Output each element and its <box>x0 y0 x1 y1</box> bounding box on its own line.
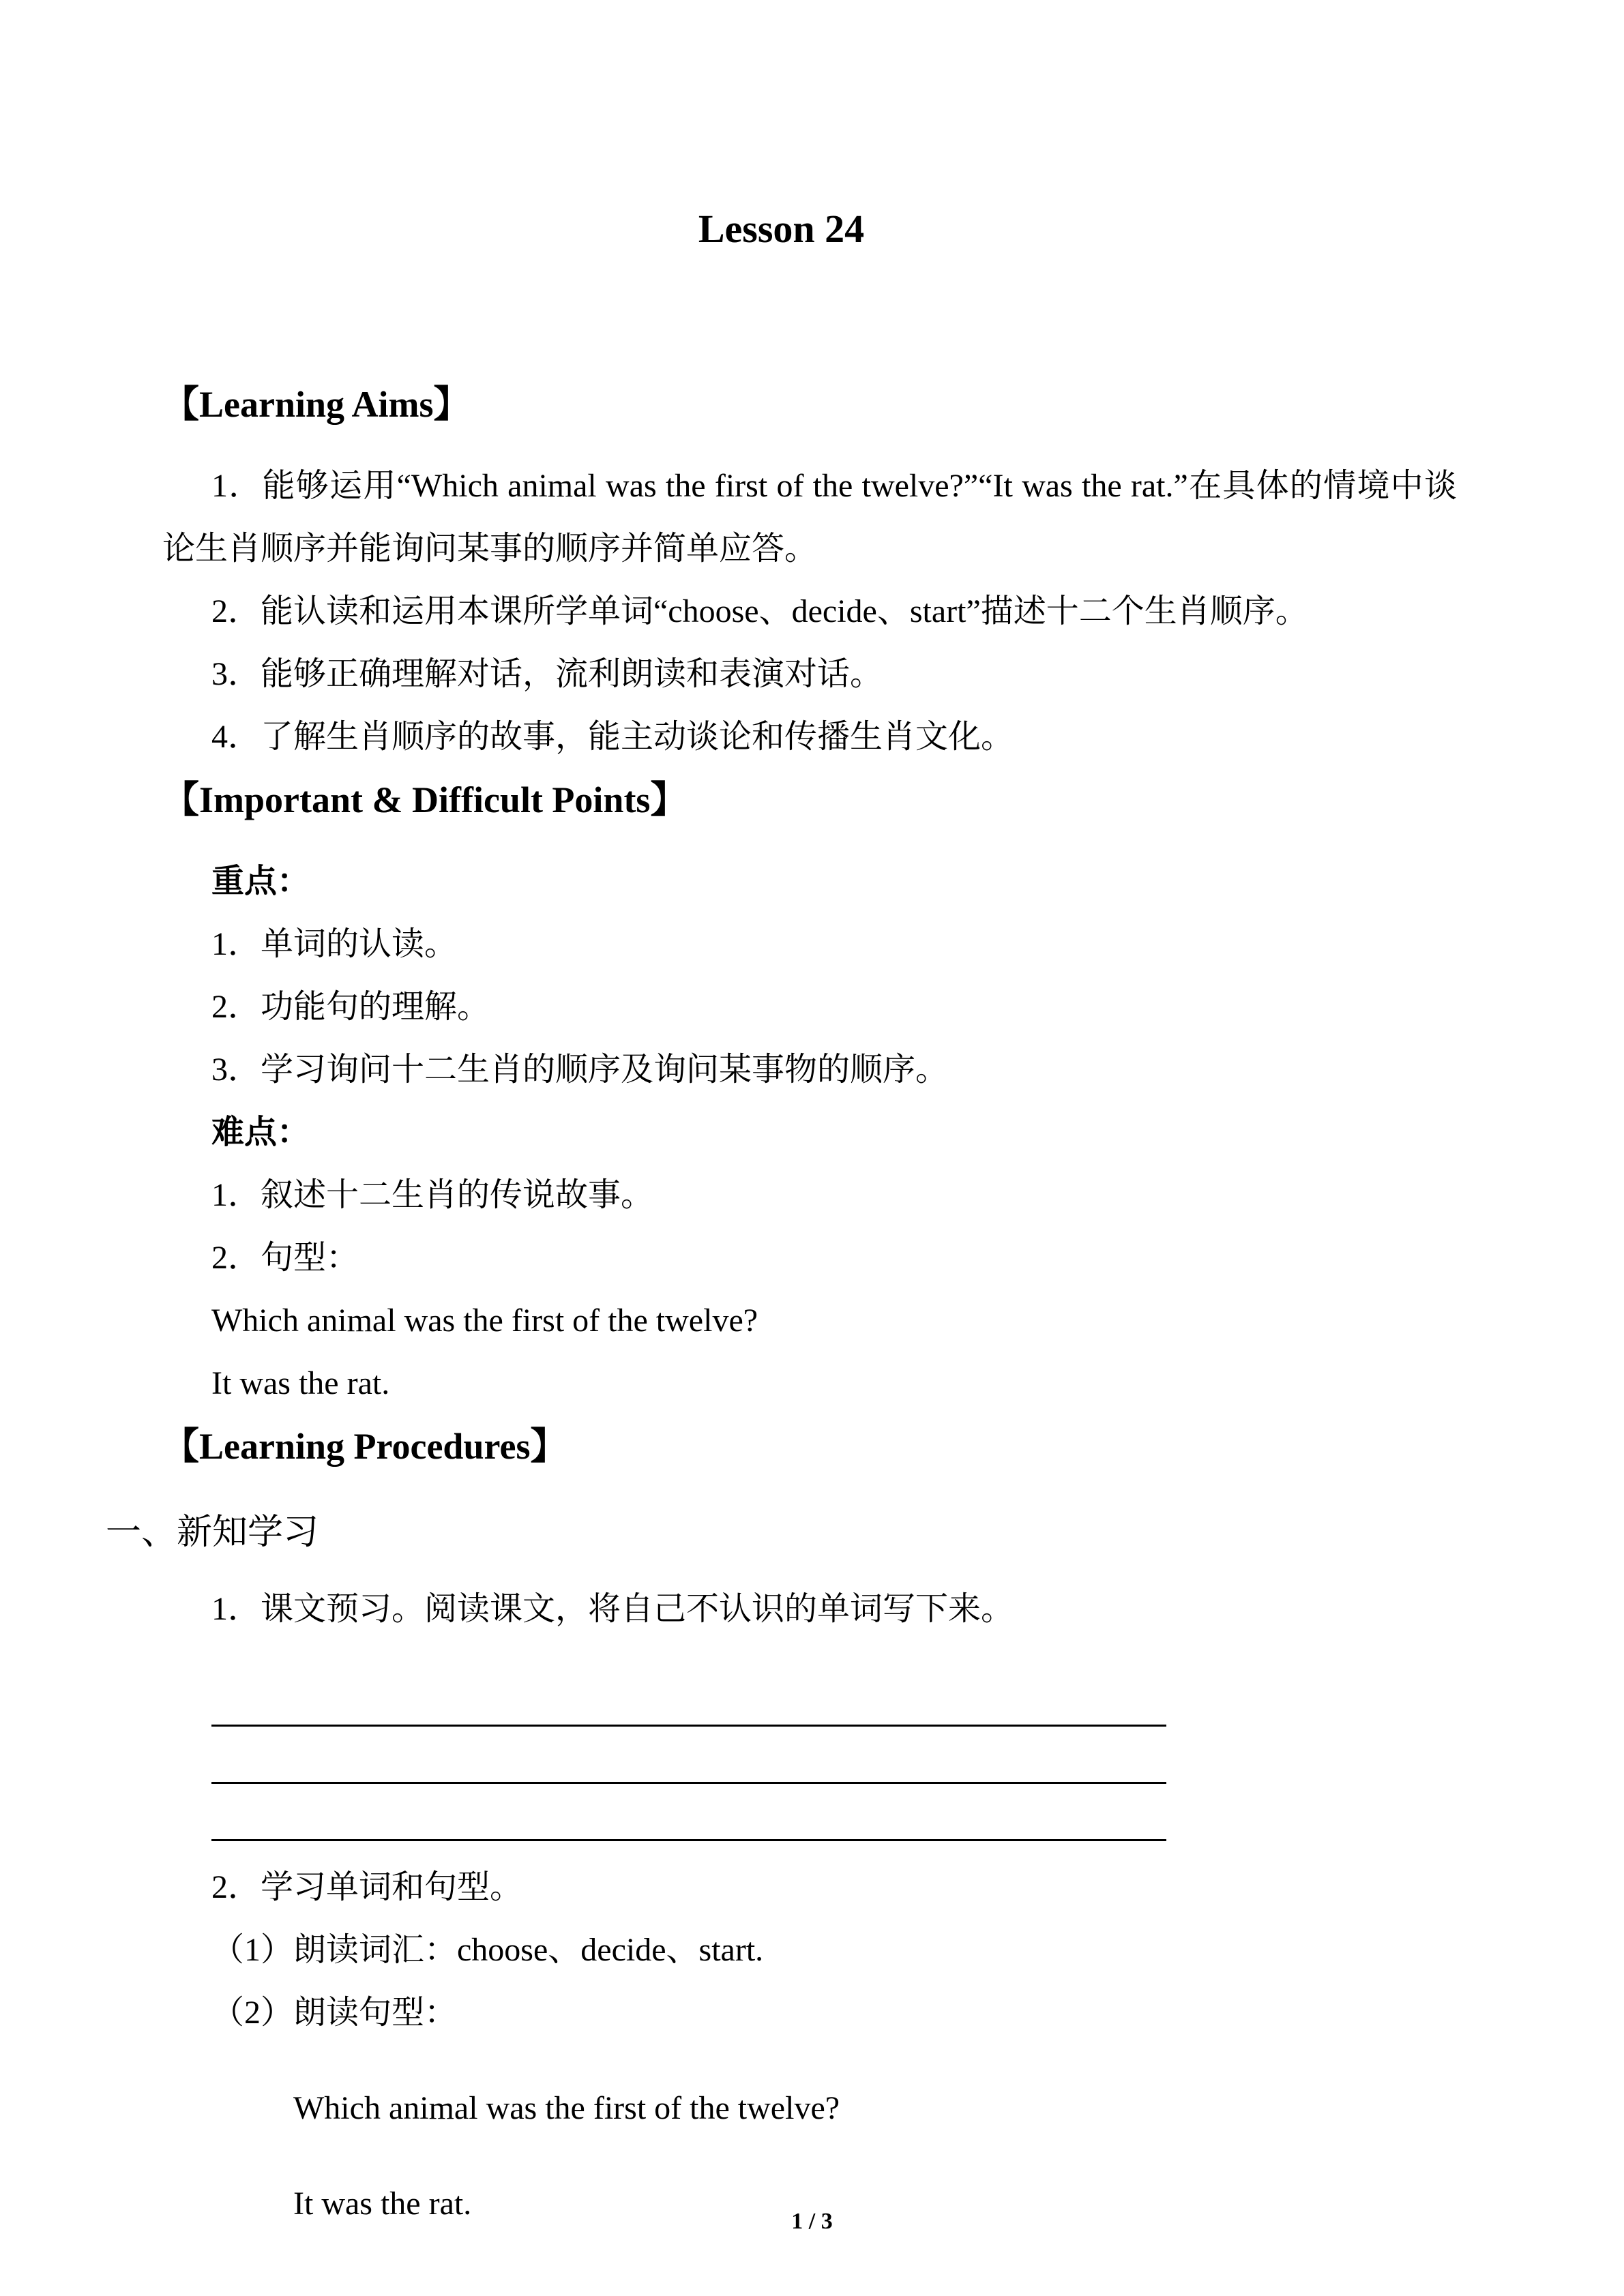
pattern-sentence: Which animal was the first of the twelve? <box>293 2090 840 2126</box>
key-point-item: 2．功能句的理解。 <box>211 989 490 1025</box>
important-points-heading: 【Important & Difficult Points】 <box>162 779 688 820</box>
procedure-section-title: 一、新知学习 <box>106 1513 319 1552</box>
aim-item: 4．了解生肖顺序的故事，能主动谈论和传播生肖文化。 <box>211 719 1014 755</box>
difficult-points-label: 难点： <box>211 1114 310 1150</box>
aim-item: 1．能够运用“Which animal was the first of the twelve?”“It was the rat.”在具体的情境中谈论生肖顺序并能询问某事的顺序并简单应答。 <box>162 468 1457 567</box>
pattern-sentence: Which animal was the first of the twelve? <box>211 1302 758 1339</box>
answer-blank-line <box>211 1669 1166 1727</box>
answer-blank-line <box>211 1727 1166 1784</box>
procedure-step: 1．课文预习。阅读课文，将自己不认识的单词写下来。 <box>211 1591 1014 1627</box>
aim-item: 2．能认读和运用本课所学单词“choose、decide、start”描述十二个生肖顺序。 <box>211 593 1308 629</box>
learning-aims-heading: 【Learning Aims】 <box>162 384 471 425</box>
difficult-point-item: 2．句型： <box>211 1240 359 1276</box>
sub-step: （2）朗读句型： <box>211 1995 458 2031</box>
key-point-item: 1．单词的认读。 <box>211 926 458 962</box>
aim-item: 3．能够正确理解对话，流利朗读和表演对话。 <box>211 656 883 692</box>
sub-step: （1）朗读词汇：choose、decide、start. <box>211 1932 764 1968</box>
difficult-point-item: 1．叙述十二生肖的传说故事。 <box>211 1177 654 1213</box>
key-point-item: 3．学习询问十二生肖的顺序及询问某事物的顺序。 <box>211 1052 949 1088</box>
procedure-step: 2．学习单词和句型。 <box>211 1869 523 1905</box>
document-title: Lesson 24 <box>698 207 865 251</box>
pattern-sentence: It was the rat. <box>293 2186 472 2222</box>
key-points-label: 重点： <box>211 863 310 899</box>
page-number: 1 / 3 <box>791 2209 833 2234</box>
learning-procedures-heading: 【Learning Procedures】 <box>162 1426 567 1467</box>
pattern-sentence: It was the rat. <box>211 1365 390 1401</box>
answer-blank-line <box>211 1784 1166 1841</box>
